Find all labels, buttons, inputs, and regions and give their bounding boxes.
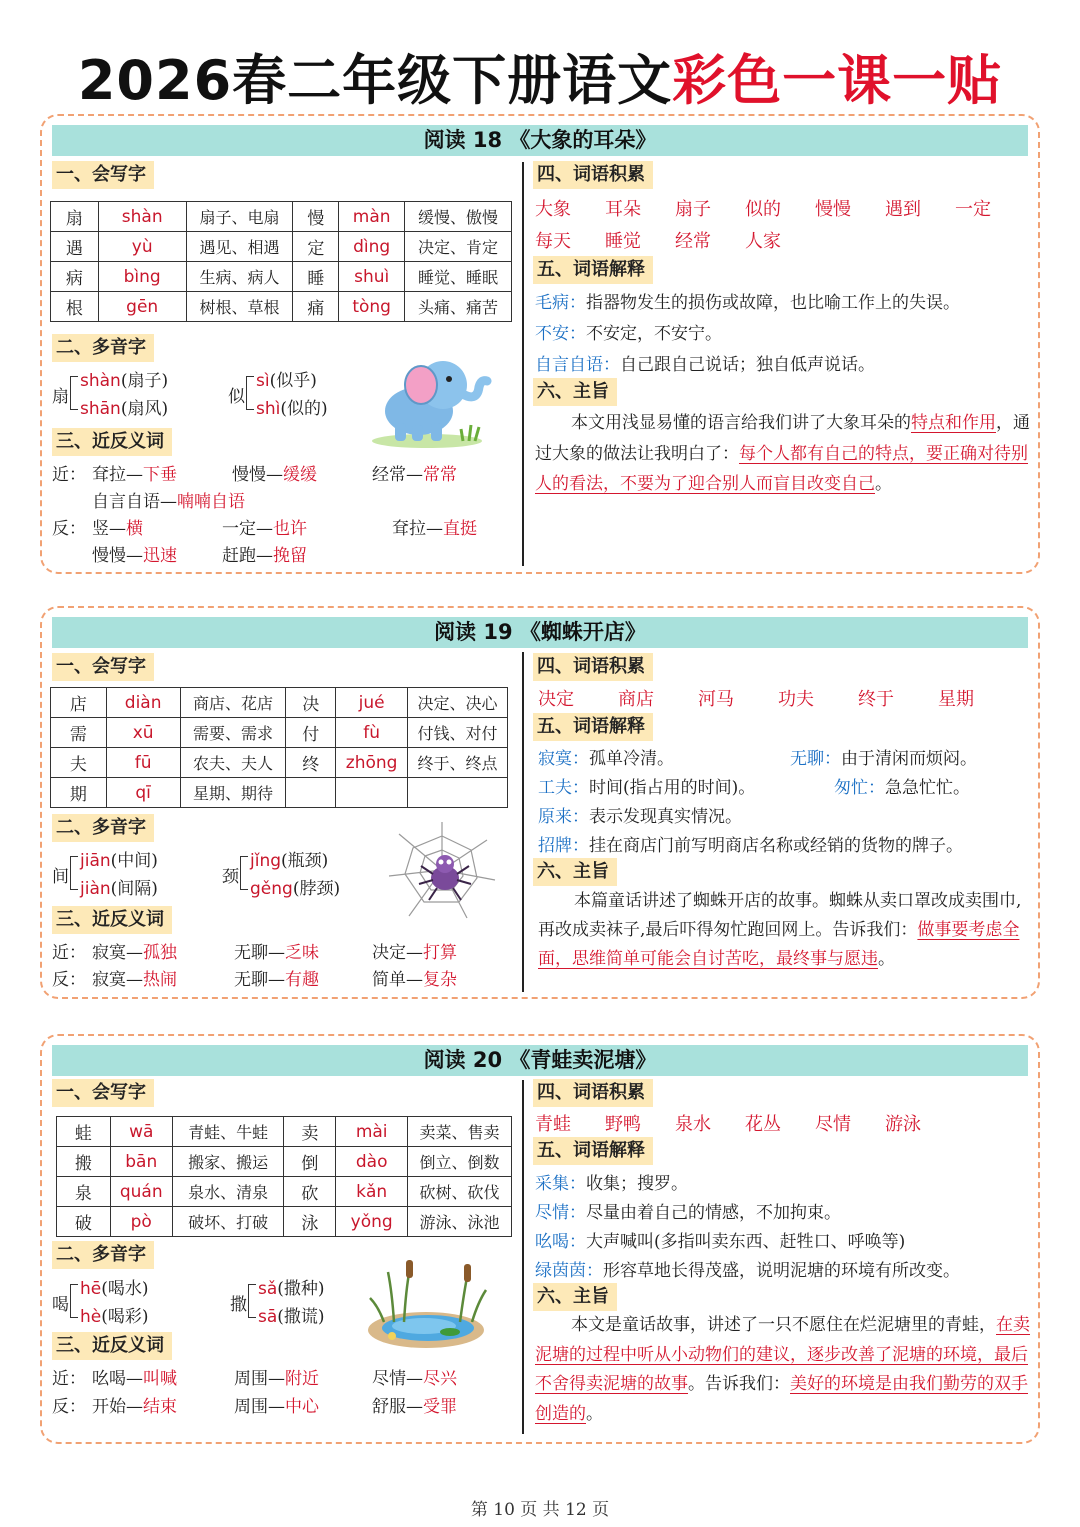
pinyin-cell: gēn [98, 292, 186, 322]
char-table [56, 1116, 512, 1237]
theme-summary [535, 1311, 1031, 1429]
char-cell: 破 [57, 1207, 111, 1237]
vocab-word: 似的 [745, 199, 781, 220]
synonym-pair: 吆喝—叫喊 [92, 1369, 177, 1389]
section-synonyms: 三、近反义词 [52, 428, 172, 456]
char-table-row [51, 232, 512, 262]
synonym-pair: 寂寞—孤独 [92, 943, 177, 963]
summary-highlight: 在卖泥塘的过程中听从小动物们的建议，逐步改善了泥塘的环境，最后不舍得卖泥塘的故事 [535, 1315, 1030, 1394]
char-cell: 定 [293, 232, 339, 262]
summary-text: 。 [586, 1403, 603, 1424]
polyphone-reading: jiàn(间隔) [80, 879, 158, 899]
char-cell: 根 [51, 292, 99, 322]
synonym-row-label: 近： [52, 943, 86, 963]
antonym-pair: 无聊—有趣 [234, 970, 319, 990]
char-cell: 决 [286, 688, 336, 718]
words-cell: 卖菜、售卖 [408, 1117, 512, 1147]
words-cell: 决定、肯定 [405, 232, 512, 262]
summary-text: 。告诉我们： [688, 1374, 790, 1394]
words-cell: 砍树、砍伐 [408, 1177, 512, 1207]
char-cell: 期 [51, 778, 107, 808]
polyphone-reading: sì(似乎) [256, 371, 317, 391]
synonym-pair: 自言自语—喃喃自语 [92, 492, 245, 512]
pinyin-cell: quán [110, 1177, 172, 1207]
char-table-row [57, 1177, 512, 1207]
polyphone-group [52, 366, 212, 426]
vocab-word: 遇到 [885, 199, 921, 220]
char-table-row [57, 1117, 512, 1147]
summary-text: 本文用浅显易懂的语言给我们讲了大象耳朵的 [571, 413, 911, 433]
section-vocab: 四、词语积累 [533, 1079, 653, 1107]
words-cell: 青蛙、牛蛙 [172, 1117, 284, 1147]
definition: 招牌：挂在商店门前写明商店名称或经销的货物的牌子。 [538, 836, 963, 856]
antonym-pair: 耷拉—直挺 [392, 519, 477, 539]
definition: 匆忙：急急忙忙。 [834, 778, 970, 798]
theme-summary [538, 887, 1032, 974]
section-theme: 六、主旨 [533, 378, 617, 406]
synonym-row-label: 近： [52, 465, 86, 485]
pinyin-cell: shàn [98, 202, 186, 232]
words-cell: 需要、需求 [180, 718, 286, 748]
words-cell: 睡觉、睡眠 [405, 262, 512, 292]
definition: 绿茵茵：形容草地长得茂盛，说明泥塘的环境有所改变。 [535, 1261, 960, 1281]
spider-web-illustration [387, 820, 497, 920]
polyphone-reading: sǎ(撒种) [258, 1279, 325, 1299]
words-cell: 泉水、清泉 [172, 1177, 284, 1207]
pinyin-cell: pò [110, 1207, 172, 1237]
polyphone-reading: gěng(脖颈) [250, 879, 341, 899]
char-table-body [57, 1117, 512, 1237]
synonym-pair: 慢慢—缓缓 [232, 465, 317, 485]
polyphone-char: 颈 [222, 867, 239, 887]
summary-highlight: 每个人都有自己的特点，要正确对待别人的看法，不要为了迎合别人而盲目改变自己 [535, 443, 1028, 494]
words-cell: 遇见、相遇 [186, 232, 293, 262]
char-cell: 蛙 [57, 1117, 111, 1147]
char-cell: 泳 [284, 1207, 336, 1237]
vocab-word: 一定 [955, 199, 991, 220]
antonym-pair: 舒服—受罪 [372, 1397, 457, 1417]
section-definitions: 五、词语解释 [533, 1137, 653, 1165]
pinyin-cell: fū [106, 748, 180, 778]
summary-text: 。 [875, 474, 892, 494]
polyphone-reading: hè(喝彩) [80, 1307, 149, 1327]
char-table-row [57, 1207, 512, 1237]
antonym-pair: 寂寞—热闹 [92, 970, 177, 990]
char-table-row [51, 262, 512, 292]
vocab-word: 耳朵 [605, 199, 641, 220]
page-title-highlight: 彩色一课一贴 [672, 49, 1003, 112]
polyphone-reading: shān(扇风) [80, 399, 169, 419]
column-divider [522, 1080, 524, 1434]
char-cell: 夫 [51, 748, 107, 778]
section-theme: 六、主旨 [533, 858, 617, 886]
antonym-pair: 竖—横 [92, 519, 143, 539]
brace-mark [246, 376, 254, 410]
char-cell: 病 [51, 262, 99, 292]
antonym-pair: 慢慢—迅速 [92, 546, 177, 566]
char-table-row [51, 748, 508, 778]
brace-mark [70, 376, 78, 410]
char-cell: 倒 [284, 1147, 336, 1177]
char-table-row [51, 778, 508, 808]
summary-text: ，通过大象的做法让我明白了： [535, 413, 1030, 464]
polyphone-char: 喝 [52, 1295, 69, 1315]
definition: 原来：表示发现真实情况。 [538, 807, 742, 827]
vocab-word: 泉水 [675, 1114, 711, 1135]
char-table-row [57, 1147, 512, 1177]
char-cell: 终 [286, 748, 336, 778]
pinyin-cell: màn [339, 202, 405, 232]
pinyin-cell: qī [106, 778, 180, 808]
polyphone-group [52, 1274, 212, 1334]
words-cell: 游泳、泳池 [408, 1207, 512, 1237]
lesson-card-20 [40, 1034, 1040, 1444]
vocab-word: 经常 [675, 231, 711, 252]
words-cell: 商店、花店 [180, 688, 286, 718]
page-title-main: 2026春二年级下册语文 [77, 49, 673, 112]
words-cell: 头痛、痛苦 [405, 292, 512, 322]
char-cell: 遇 [51, 232, 99, 262]
char-table-row [51, 688, 508, 718]
elephant-illustration [357, 341, 497, 451]
pinyin-cell: jué [336, 688, 408, 718]
antonym-pair: 开始—结束 [92, 1397, 177, 1417]
pinyin-cell: zhōng [336, 748, 408, 778]
section-definitions: 五、词语解释 [533, 256, 653, 284]
char-table [50, 687, 508, 808]
char-cell: 搬 [57, 1147, 111, 1177]
pinyin-cell [336, 778, 408, 808]
words-cell: 农夫、夫人 [180, 748, 286, 778]
words-cell: 决定、决心 [408, 688, 508, 718]
antonym-row-label: 反： [52, 519, 86, 539]
definition: 采集：收集；搜罗。 [535, 1174, 688, 1194]
brace-mark [240, 856, 248, 890]
char-table-row [51, 202, 512, 232]
antonym-pair: 周围—中心 [234, 1397, 319, 1417]
antonym-pair: 赶跑—挽留 [222, 546, 307, 566]
antonym-row-label: 反： [52, 970, 86, 990]
lesson-card-19 [40, 606, 1040, 999]
char-cell [286, 778, 336, 808]
definition: 工夫：时间(指占用的时间)。 [538, 778, 756, 798]
vocab-word: 睡觉 [605, 231, 641, 252]
summary-text: 本文是童话故事，讲述了一只不愿住在烂泥塘里的青蛙， [571, 1315, 996, 1335]
words-cell: 扇子、电扇 [186, 202, 293, 232]
polyphone-char: 扇 [52, 387, 69, 407]
brace-mark [248, 1284, 256, 1318]
synonym-pair: 无聊—乏味 [234, 943, 319, 963]
words-cell [408, 778, 508, 808]
char-table-body [51, 202, 512, 322]
pinyin-cell: dìng [339, 232, 405, 262]
lesson-header: 阅读 19 《蜘蛛开店》 [52, 617, 1028, 648]
pinyin-cell: dào [336, 1147, 408, 1177]
words-cell: 倒立、倒数 [408, 1147, 512, 1177]
char-cell: 睡 [293, 262, 339, 292]
lesson-header: 阅读 20 《青蛙卖泥塘》 [52, 1045, 1028, 1076]
theme-summary [535, 408, 1031, 500]
polyphone-reading: sā(撒谎) [258, 1307, 325, 1327]
char-cell: 店 [51, 688, 107, 718]
vocab-word: 终于 [858, 689, 894, 710]
pond-illustration [364, 1242, 494, 1352]
polyphone-reading: jiān(中间) [80, 851, 158, 871]
summary-highlight: 美好的环境是由我们勤劳的双手创造的 [535, 1374, 1028, 1424]
polyphone-group [222, 846, 382, 906]
char-table-body [51, 688, 508, 808]
words-cell: 树根、草根 [186, 292, 293, 322]
pinyin-cell: mài [336, 1117, 408, 1147]
vocab-word: 尽情 [815, 1114, 851, 1135]
section-definitions: 五、词语解释 [533, 713, 653, 741]
polyphone-group [52, 846, 212, 906]
char-cell: 泉 [57, 1177, 111, 1207]
column-divider [522, 162, 524, 566]
char-cell: 扇 [51, 202, 99, 232]
words-cell: 生病、病人 [186, 262, 293, 292]
pinyin-cell: xū [106, 718, 180, 748]
vocab-word: 星期 [938, 689, 974, 710]
polyphone-reading: shì(似的) [256, 399, 328, 419]
pinyin-cell: yǒng [336, 1207, 408, 1237]
synonym-pair: 尽情—尽兴 [372, 1369, 457, 1389]
vocab-word: 慢慢 [815, 199, 851, 220]
antonym-pair: 简单—复杂 [372, 970, 457, 990]
definition: 吆喝：大声喊叫(多指叫卖东西、赶牲口、呼唤等) [535, 1232, 906, 1252]
synonym-pair: 决定—打算 [372, 943, 457, 963]
char-cell: 付 [286, 718, 336, 748]
char-cell: 痛 [293, 292, 339, 322]
summary-text: 本篇童话讲述了蜘蛛开店的故事。蜘蛛从卖口罩改成卖围巾,再改成卖袜子,最后吓得匆忙跑回网上。告诉我们： [538, 891, 1022, 940]
polyphone-reading: hē(喝水) [80, 1279, 149, 1299]
definition: 无聊：由于清闲而烦闷。 [790, 749, 977, 769]
char-cell: 慢 [293, 202, 339, 232]
brace-mark [70, 856, 78, 890]
char-table-row [51, 718, 508, 748]
section-writing: 一、会写字 [52, 1079, 154, 1107]
vocab-word: 青蛙 [535, 1114, 571, 1135]
section-polyphone: 二、多音字 [52, 1241, 154, 1269]
vocab-word: 花丛 [745, 1114, 781, 1135]
lesson-header: 阅读 18 《大象的耳朵》 [52, 125, 1028, 156]
summary-highlight: 做事要考虑全面，思维简单可能会自讨苦吃，最终事与愿违 [538, 920, 1020, 969]
char-table-row [51, 292, 512, 322]
pinyin-cell: kǎn [336, 1177, 408, 1207]
antonym-row-label: 反： [52, 1397, 86, 1417]
polyphone-reading: jǐng(瓶颈) [250, 851, 329, 871]
polyphone-char: 间 [52, 867, 69, 887]
antonym-pair: 一定—也许 [222, 519, 307, 539]
definition: 寂寞：孤单冷清。 [538, 749, 674, 769]
definition: 尽情：尽量由着自己的情感，不加拘束。 [535, 1203, 841, 1223]
words-cell: 搬家、搬运 [172, 1147, 284, 1177]
section-polyphone: 二、多音字 [52, 814, 154, 842]
section-theme: 六、主旨 [533, 1283, 617, 1311]
vocab-word: 游泳 [885, 1114, 921, 1135]
polyphone-char: 似 [228, 387, 245, 407]
definition: 毛病：指器物发生的损伤或故障，也比喻工作上的失误。 [535, 293, 960, 313]
definition: 自言自语：自己跟自己说话；独自低声说话。 [535, 355, 875, 375]
char-cell: 需 [51, 718, 107, 748]
page-title [0, 38, 1080, 115]
synonym-pair: 周围—附近 [234, 1369, 319, 1389]
words-cell: 星期、期待 [180, 778, 286, 808]
vocab-word: 野鸭 [605, 1114, 641, 1135]
brace-mark [70, 1284, 78, 1318]
words-cell: 终于、终点 [408, 748, 508, 778]
words-cell: 破坏、打破 [172, 1207, 284, 1237]
words-cell: 缓慢、傲慢 [405, 202, 512, 232]
vocab-word: 决定 [538, 689, 574, 710]
section-polyphone: 二、多音字 [52, 334, 154, 362]
lesson-card-18 [40, 114, 1040, 574]
pinyin-cell: yù [98, 232, 186, 262]
vocab-word: 商店 [618, 689, 654, 710]
polyphone-reading: shàn(扇子) [80, 371, 169, 391]
vocab-word: 扇子 [675, 199, 711, 220]
synonym-row-label: 近： [52, 1369, 86, 1389]
char-cell: 砍 [284, 1177, 336, 1207]
vocab-word: 大象 [535, 199, 571, 220]
pinyin-cell: tòng [339, 292, 405, 322]
pinyin-cell: shuì [339, 262, 405, 292]
pinyin-cell: diàn [106, 688, 180, 718]
definition: 不安：不安定，不安宁。 [535, 324, 722, 344]
summary-highlight: 特点和作用 [911, 413, 996, 433]
section-synonyms: 三、近反义词 [52, 1332, 172, 1360]
section-writing: 一、会写字 [52, 161, 154, 189]
section-writing: 一、会写字 [52, 653, 154, 681]
pinyin-cell: bān [110, 1147, 172, 1177]
pinyin-cell: bìng [98, 262, 186, 292]
section-vocab: 四、词语积累 [533, 161, 653, 189]
pinyin-cell: fù [336, 718, 408, 748]
vocab-word: 人家 [745, 231, 781, 252]
char-cell: 卖 [284, 1117, 336, 1147]
words-cell: 付钱、对付 [408, 718, 508, 748]
section-vocab: 四、词语积累 [533, 653, 653, 681]
page-number: 第 10 页 共 12 页 [470, 1500, 610, 1520]
synonym-pair: 耷拉—下垂 [92, 465, 177, 485]
pinyin-cell: wā [110, 1117, 172, 1147]
vocab-word: 每天 [535, 231, 571, 252]
vocab-word: 功夫 [778, 689, 814, 710]
section-synonyms: 三、近反义词 [52, 906, 172, 934]
synonym-pair: 经常—常常 [372, 465, 457, 485]
column-divider [522, 652, 524, 992]
vocab-word: 河马 [698, 689, 734, 710]
char-table [50, 201, 512, 322]
summary-text: 。 [878, 949, 895, 969]
polyphone-char: 撒 [230, 1295, 247, 1315]
